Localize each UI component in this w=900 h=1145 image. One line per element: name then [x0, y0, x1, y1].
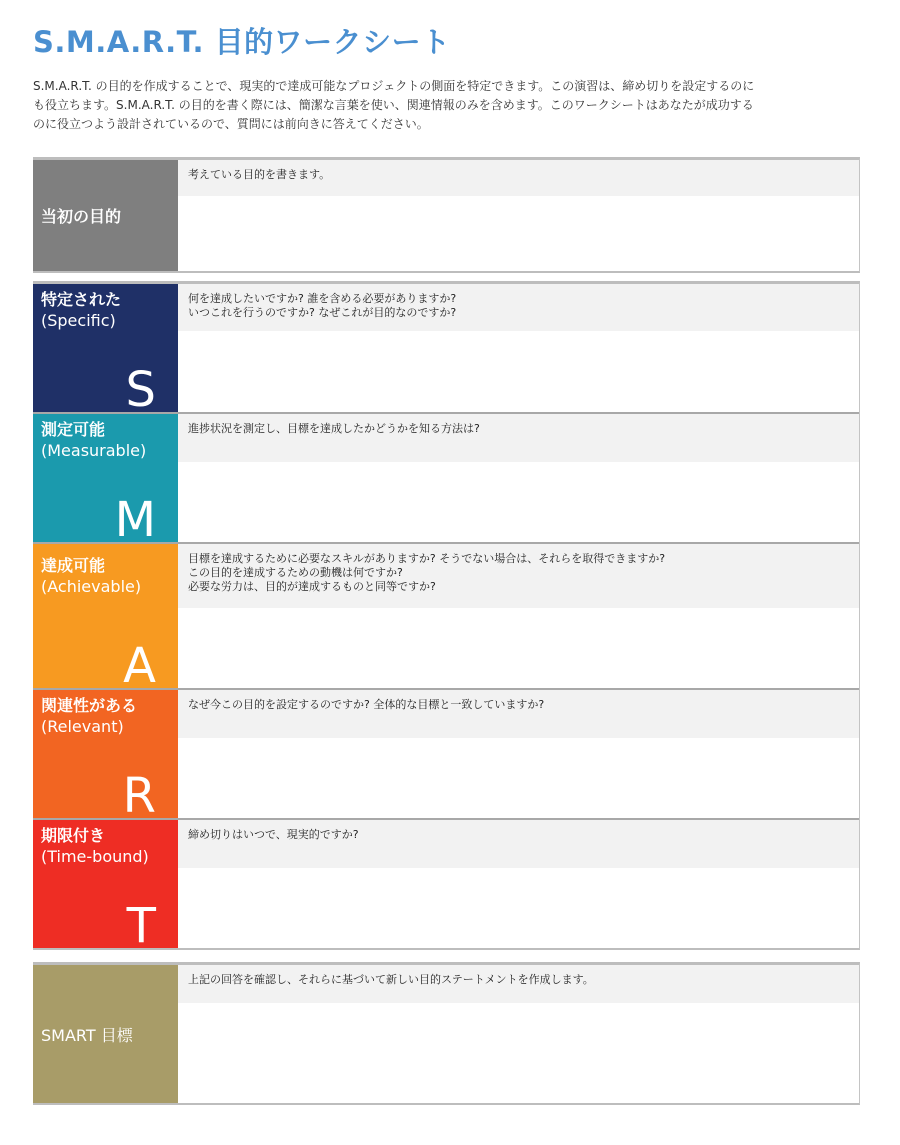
smart-goal-answer-field[interactable] [178, 1003, 859, 1103]
achievable-answer-field[interactable] [178, 608, 859, 688]
initial-objective-answer-field[interactable] [178, 196, 859, 271]
prompt-line: なぜ今この目的を設定するのですか? 全体的な目標と一致していますか? [188, 698, 545, 711]
smart-goal-prompt [178, 965, 859, 1003]
prompt-line: 締め切りはいつで、現実的ですか? [188, 828, 359, 841]
measurable-prompt [178, 414, 859, 462]
time-bound-en-label: (Time-bound) [41, 847, 149, 866]
initial-objective-block [33, 157, 860, 273]
measurable-label-cell [33, 414, 178, 542]
specific-letter: S [125, 362, 156, 412]
smart-row-time-bound [33, 818, 859, 948]
prompt-line: いつこれを行うのですか? なぜこれが目的なのですか? [188, 306, 457, 319]
initial-objective-label: 当初の目的 [41, 207, 122, 226]
specific-jp-label: 特定された [41, 290, 122, 309]
smart-row-measurable [33, 412, 859, 542]
measurable-en-label: (Measurable) [41, 441, 147, 460]
relevant-letter: R [122, 768, 156, 818]
achievable-prompt [178, 544, 859, 608]
prompt-line: 上記の回答を確認し、それらに基づいて新しい目的ステートメントを作成します。 [188, 973, 594, 986]
time-bound-answer-field[interactable] [178, 868, 859, 948]
specific-answer-field[interactable] [178, 331, 859, 412]
initial-objective-label-cell [33, 160, 178, 271]
smart-row-achievable [33, 542, 859, 688]
relevant-label-cell [33, 690, 178, 818]
measurable-letter: M [114, 492, 156, 542]
relevant-prompt [178, 690, 859, 738]
time-bound-label-cell [33, 820, 178, 948]
worksheet-title: S.M.A.R.T. 目的ワークシート [33, 25, 451, 59]
specific-prompt [178, 284, 859, 331]
prompt-line: 進捗状況を測定し、目標を達成したかどうかを知る方法は? [188, 422, 480, 435]
relevant-en-label: (Relevant) [41, 717, 124, 736]
time-bound-letter: T [126, 898, 156, 948]
measurable-jp-label: 測定可能 [41, 420, 106, 439]
intro-line: のに役立つよう設計されているので、質問には前向きに答えてください。 [33, 117, 429, 131]
achievable-label-cell [33, 544, 178, 688]
prompt-line: 何を達成したいですか? 誰を含める必要がありますか? [188, 292, 457, 305]
time-bound-prompt [178, 820, 859, 868]
prompt-line: 必要な労力は、目的が達成するものと同等ですか? [188, 580, 436, 593]
prompt-line: 考えている目的を書きます。 [188, 168, 331, 181]
relevant-jp-label: 関連性がある [41, 696, 138, 715]
specific-label-cell [33, 284, 178, 412]
achievable-letter: A [123, 638, 156, 688]
relevant-answer-field[interactable] [178, 738, 859, 818]
smart-block [33, 281, 860, 950]
smart-goal-block [33, 962, 860, 1105]
achievable-jp-label: 達成可能 [41, 556, 106, 575]
intro-line: も役立ちます。S.M.A.R.T. の目的を書く際には、簡潔な言葉を使い、関連情報のみを含めます。このワークシートはあなたが成功する [33, 98, 754, 112]
smart-goal-label: SMART 目標 [41, 1025, 133, 1045]
achievable-en-label: (Achievable) [41, 577, 142, 596]
initial-objective-prompt [178, 160, 859, 196]
smart-goal-row [33, 965, 859, 1103]
smart-row-specific [33, 284, 859, 412]
prompt-line: この目的を達成するための動機は何ですか? [188, 566, 403, 579]
smart-goal-label-cell [33, 965, 178, 1103]
initial-objective-row [33, 160, 859, 271]
intro-line: S.M.A.R.T. の目的を作成することで、現実的で達成可能なプロジェクトの側面を特定できます。この演習は、締め切りを設定するのに [33, 79, 755, 93]
intro-text [33, 77, 873, 134]
specific-en-label: (Specific) [41, 311, 116, 330]
time-bound-jp-label: 期限付き [41, 826, 106, 845]
prompt-line: 目標を達成するために必要なスキルがありますか? そうでない場合は、それらを取得できますか? [188, 552, 666, 565]
smart-row-relevant [33, 688, 859, 818]
measurable-answer-field[interactable] [178, 462, 859, 542]
